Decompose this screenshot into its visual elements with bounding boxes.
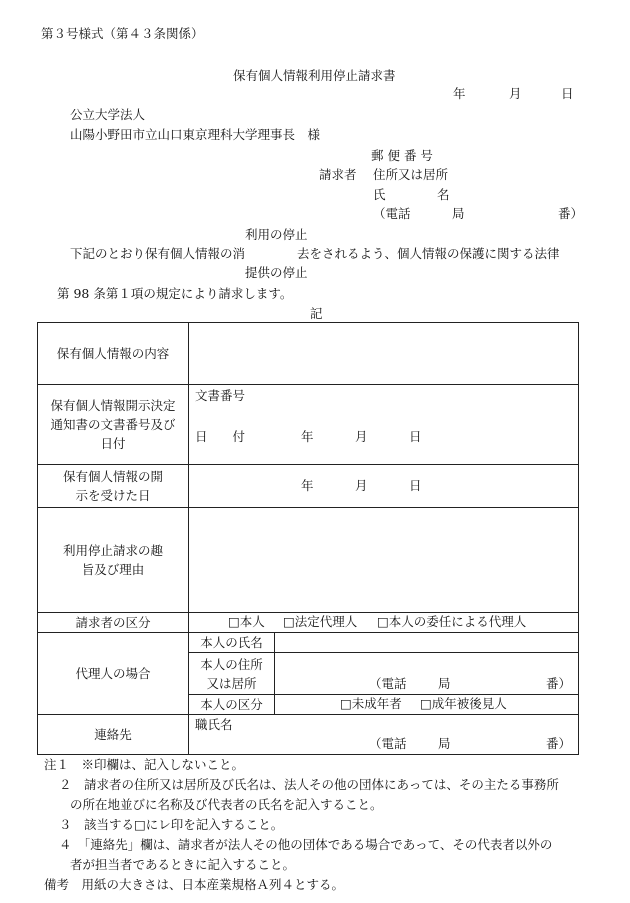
contact-phone-bureau: 局 — [438, 736, 451, 751]
agent-option-minor[interactable]: □未成年者 — [340, 696, 402, 711]
phone-bureau: 局 — [452, 206, 465, 221]
category-option-self[interactable]: □本人 — [228, 614, 265, 629]
ki-label: 記 — [310, 306, 323, 321]
name-label-b: 名 — [437, 187, 450, 202]
postal-code-label: 郵 便 番 号 — [371, 148, 433, 163]
doc-number-label: 文書番号 — [195, 388, 246, 403]
row-disclosure-date-label: 保有個人情報の開示を受けた日 — [62, 469, 163, 503]
category-option-legal-agent[interactable]: □法定代理人 — [283, 614, 358, 629]
date-month: 月 — [509, 86, 522, 101]
agent-option-ward[interactable]: □成年被後見人 — [420, 696, 507, 711]
note-2b: の所在地並びに名称及び代表者の氏名を記入すること。 — [70, 797, 383, 812]
category-option-delegated-agent[interactable]: □本人の委任による代理人 — [377, 614, 527, 629]
agent-name-label: 本人の氏名 — [200, 635, 263, 650]
addressee-line1: 公立大学法人 — [70, 107, 146, 122]
contact-label: 連絡先 — [94, 727, 132, 742]
phone-open: （電話 — [373, 206, 411, 221]
row-notice-label: 保有個人情報開示決定通知書の文書番号及び日付 — [50, 398, 176, 451]
note-1: 注１ ※印欄は、記入しないこと。 — [44, 757, 245, 772]
note-2a: ２ 請求者の住所又は居所及び氏名は、法人その他の団体にあっては、その主たる事務所 — [59, 777, 559, 792]
notice-month: 月 — [355, 429, 368, 444]
addressee-line2: 山陽小野田市立山口東京理科大学理事長 様 — [70, 127, 321, 142]
remark: 備考 用紙の大きさは、日本産業規格Ａ列４とする。 — [44, 877, 345, 892]
contact-phone-close: 番） — [546, 736, 572, 751]
phone-close: 番） — [558, 206, 584, 221]
row-category-label: 請求者の区分 — [75, 615, 151, 630]
option-use-stop: 利用の停止 — [245, 227, 308, 242]
body-line1-b: 去をされるよう、個人情報の保護に関する法律 — [297, 246, 560, 261]
disclosure-month: 月 — [355, 478, 368, 493]
request-table — [37, 322, 579, 755]
note-3: ３ 該当する□にレ印を記入すること。 — [59, 817, 284, 832]
row-reason-label: 利用停止請求の趣旨及び理由 — [63, 543, 164, 577]
row-content-label: 保有個人情報の内容 — [56, 346, 170, 361]
row-reason-field[interactable] — [189, 508, 578, 612]
disclosure-day: 日 — [409, 478, 422, 493]
date-day: 日 — [561, 86, 574, 101]
agent-section-label: 代理人の場合 — [75, 666, 151, 681]
agent-address-label: 本人の住所又は居所 — [200, 656, 263, 691]
agent-phone-close: 番） — [546, 676, 572, 691]
requester-label: 請求者 — [319, 167, 357, 182]
row-content-field[interactable] — [189, 323, 578, 384]
note-4b: 者が担当者であるときに記入すること。 — [70, 857, 296, 872]
disclosure-year: 年 — [301, 478, 314, 493]
option-provide-stop: 提供の停止 — [245, 265, 308, 280]
agent-phone-bureau: 局 — [438, 676, 451, 691]
address-label: 住所又は居所 — [373, 167, 449, 182]
date-year: 年 — [453, 86, 466, 101]
notice-day: 日 — [409, 429, 422, 444]
body-line2: 第 98 条第１項の規定により請求します。 — [57, 286, 293, 301]
note-4a: ４ 「連絡先」欄は、請求者が法人その他の団体である場合であって、その代表者以外の — [59, 837, 553, 852]
contact-staff-label: 職氏名 — [195, 717, 233, 732]
contact-phone-open: （電話 — [369, 736, 407, 751]
agent-phone-open: （電話 — [369, 676, 407, 691]
notice-year: 年 — [301, 429, 314, 444]
agent-category-label: 本人の区分 — [200, 697, 263, 712]
body-line1-a: 下記のとおり保有個人情報の消 — [70, 246, 246, 261]
page-title: 保有個人情報利用停止請求書 — [233, 68, 396, 83]
notice-date-label: 日 付 — [195, 429, 246, 444]
form-number: 第３号様式（第４３条関係） — [41, 26, 204, 41]
name-label-a: 氏 — [373, 187, 386, 202]
